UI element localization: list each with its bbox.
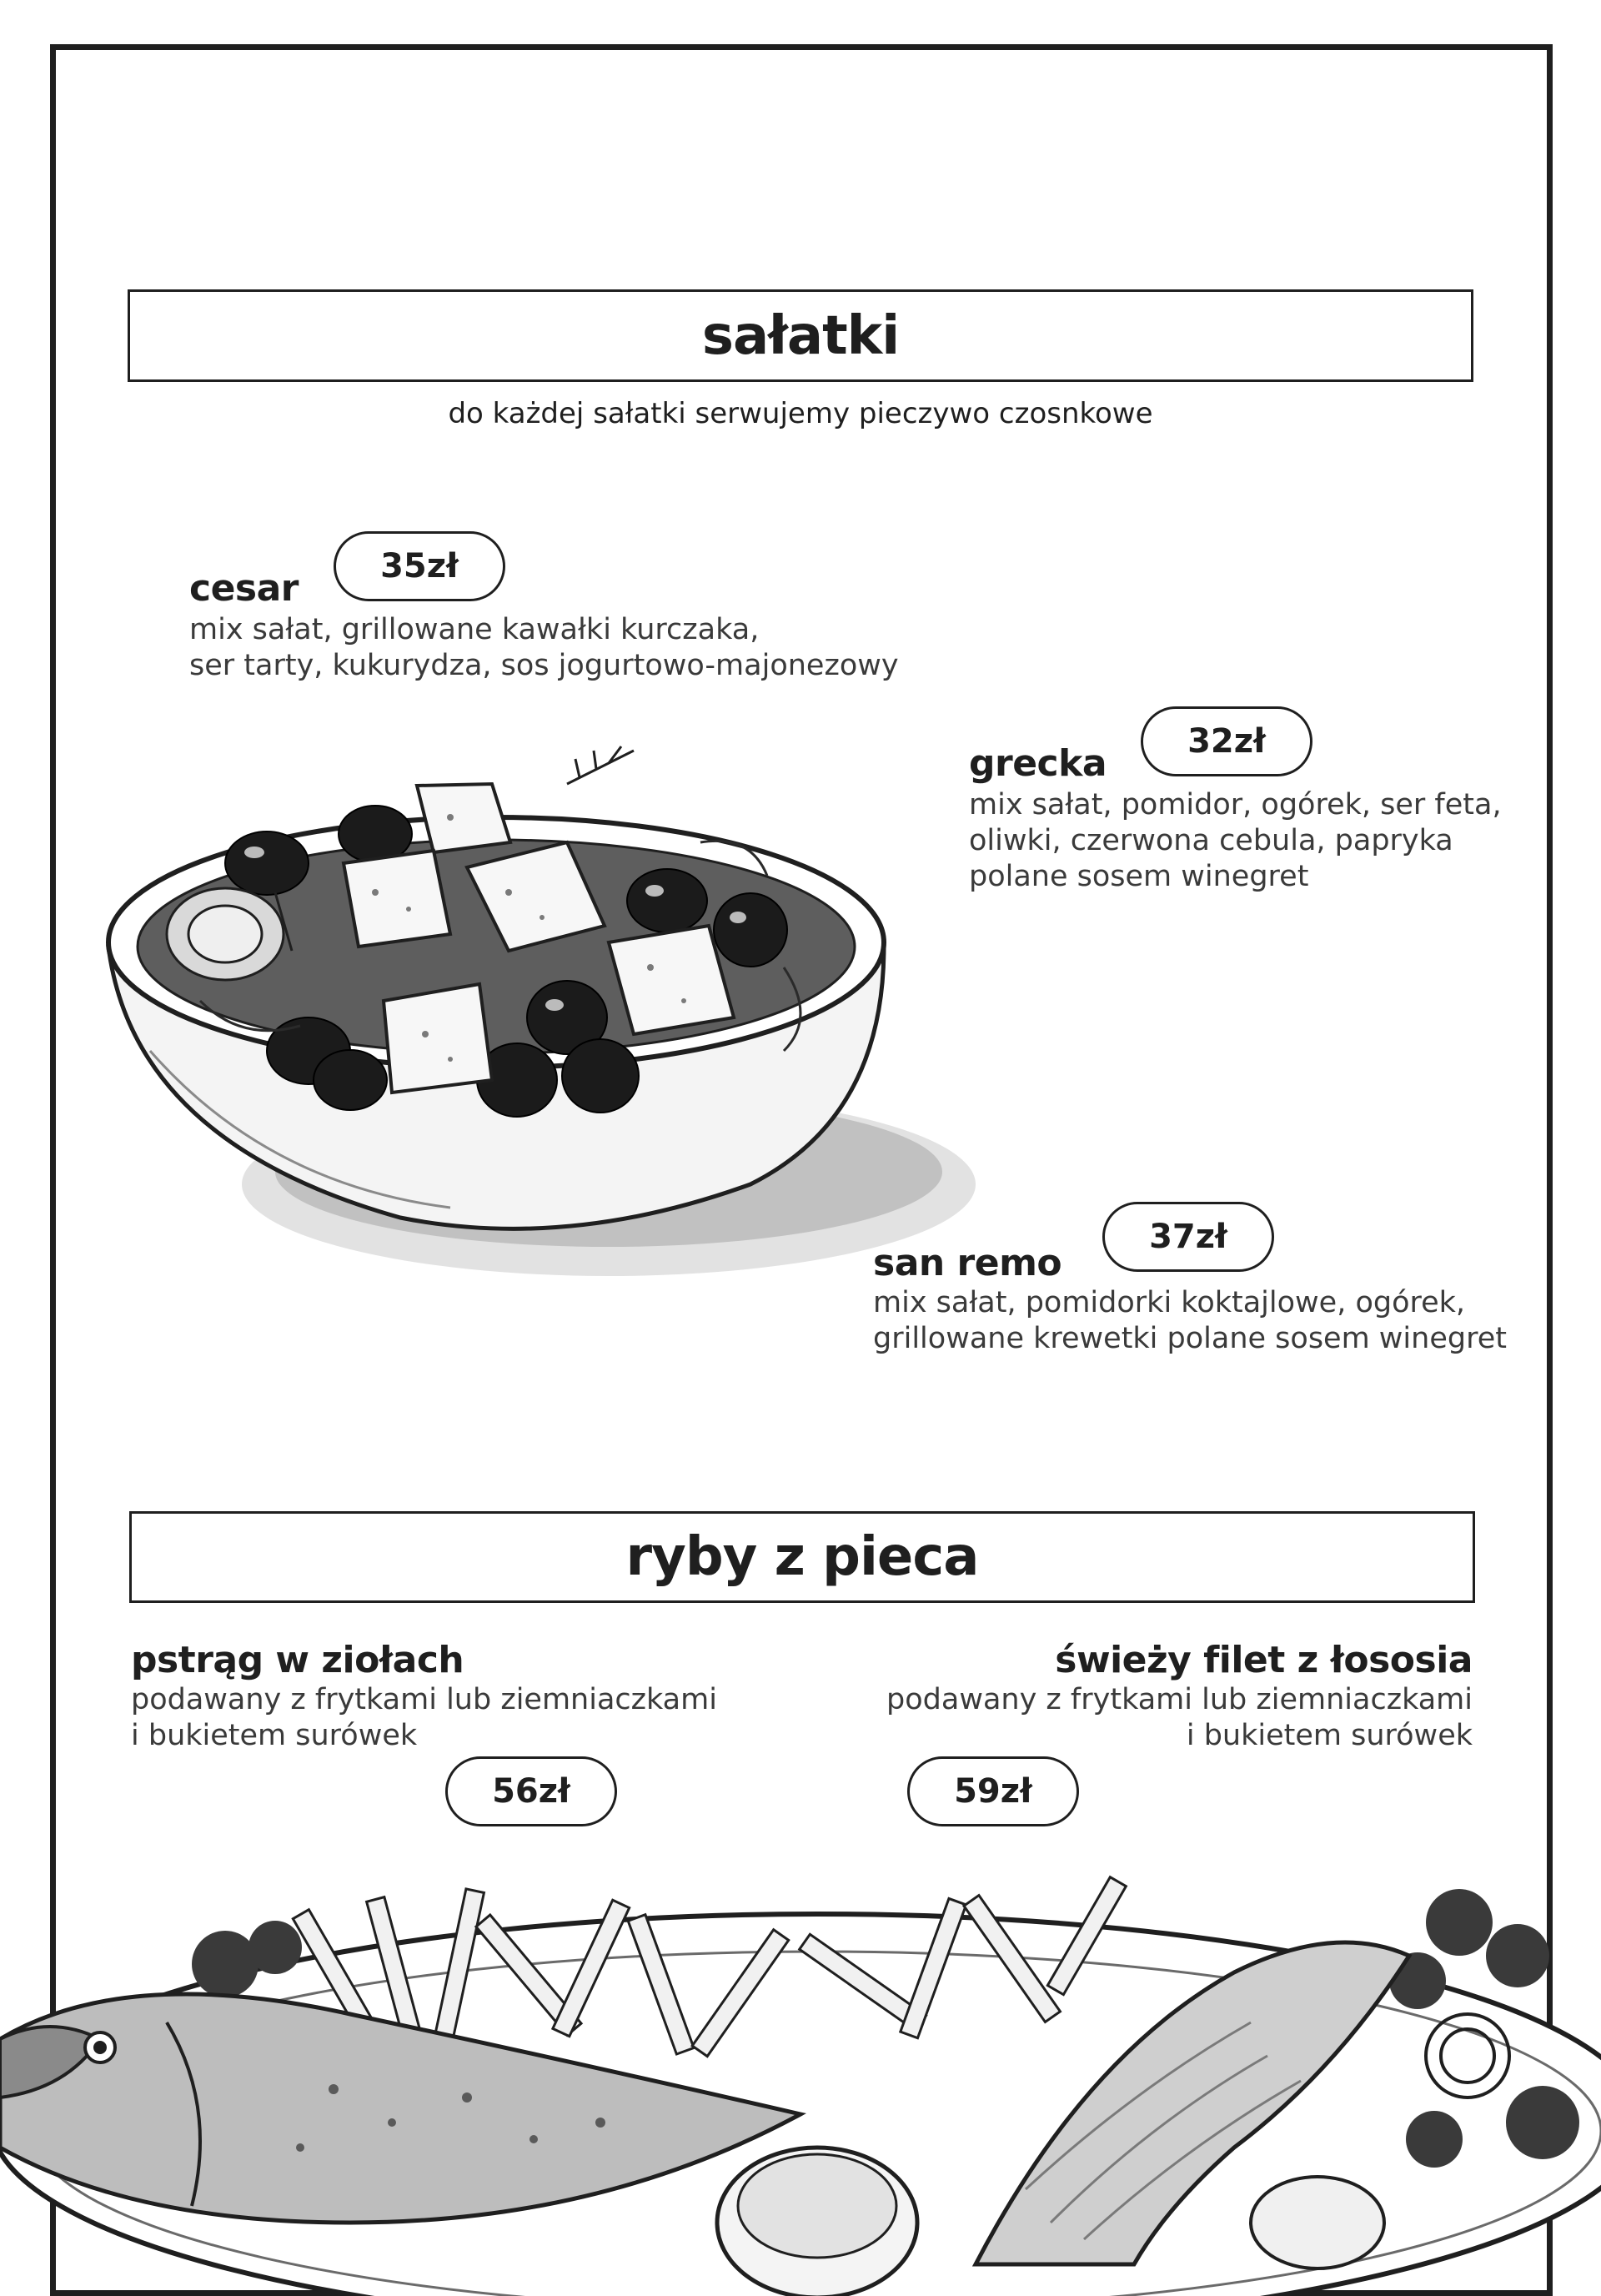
dish-name-losos: świeży filet z łososia: [1055, 1639, 1473, 1681]
salads-subtitle: do każdej sałatki serwujemy pieczywo czosnkowe: [448, 397, 1153, 430]
price-badge-cesar: 35zł: [334, 531, 505, 601]
cucumber-slice: [167, 888, 284, 980]
price-badge-san-remo: 37zł: [1102, 1202, 1274, 1272]
dish-name-san-remo: san remo: [873, 1242, 1062, 1284]
greek-salad-bowl-illustration: [100, 751, 1017, 1301]
section-title-fish: ryby z pieca: [625, 1526, 979, 1588]
section-title-salads: sałatki: [701, 304, 900, 367]
dish-description-grecka: [969, 787, 1502, 895]
description-line: ser tarty, kukurydza, sos jogurtowo-majonezowy: [189, 649, 899, 682]
description-line: mix sałat, pomidorki koktajlowe, ogórek,: [873, 1286, 1466, 1319]
section-header-fish: [129, 1511, 1475, 1603]
description-line: podawany z frytkami lub ziemniaczkami: [886, 1683, 1473, 1716]
description-line: mix sałat, pomidor, ogórek, ser feta,: [969, 788, 1502, 821]
description-line: podawany z frytkami lub ziemniaczkami: [131, 1683, 717, 1716]
trout-pupil: [93, 2041, 107, 2054]
fish-platter-illustration: [0, 1872, 1601, 2264]
description-line: i bukietem surówek: [131, 1719, 418, 1752]
dish-description-losos: [886, 1682, 1473, 1754]
section-header-salads: [128, 289, 1473, 382]
tartar-sauce: [738, 2154, 896, 2258]
price-badge-losos: 59zł: [907, 1756, 1079, 1826]
description-line: mix sałat, grillowane kawałki kurczaka,: [189, 613, 760, 646]
dish-name-grecka: grecka: [969, 742, 1107, 785]
description-line: polane sosem winegret: [969, 860, 1309, 893]
description-line: i bukietem surówek: [1186, 1719, 1473, 1752]
description-line: oliwki, czerwona cebula, papryka: [969, 824, 1453, 857]
description-line: grillowane krewetki polane sosem winegret: [873, 1322, 1507, 1355]
dish-description-cesar: [189, 612, 899, 684]
dish-name-pstrag: pstrąg w ziołach: [131, 1639, 464, 1681]
dish-name-cesar: cesar: [189, 567, 299, 610]
lemon-slice: [1251, 2177, 1384, 2268]
dish-description-pstrag: [131, 1682, 717, 1754]
price-badge-grecka: 32zł: [1141, 706, 1312, 776]
price-badge-pstrag: 56zł: [445, 1756, 617, 1826]
